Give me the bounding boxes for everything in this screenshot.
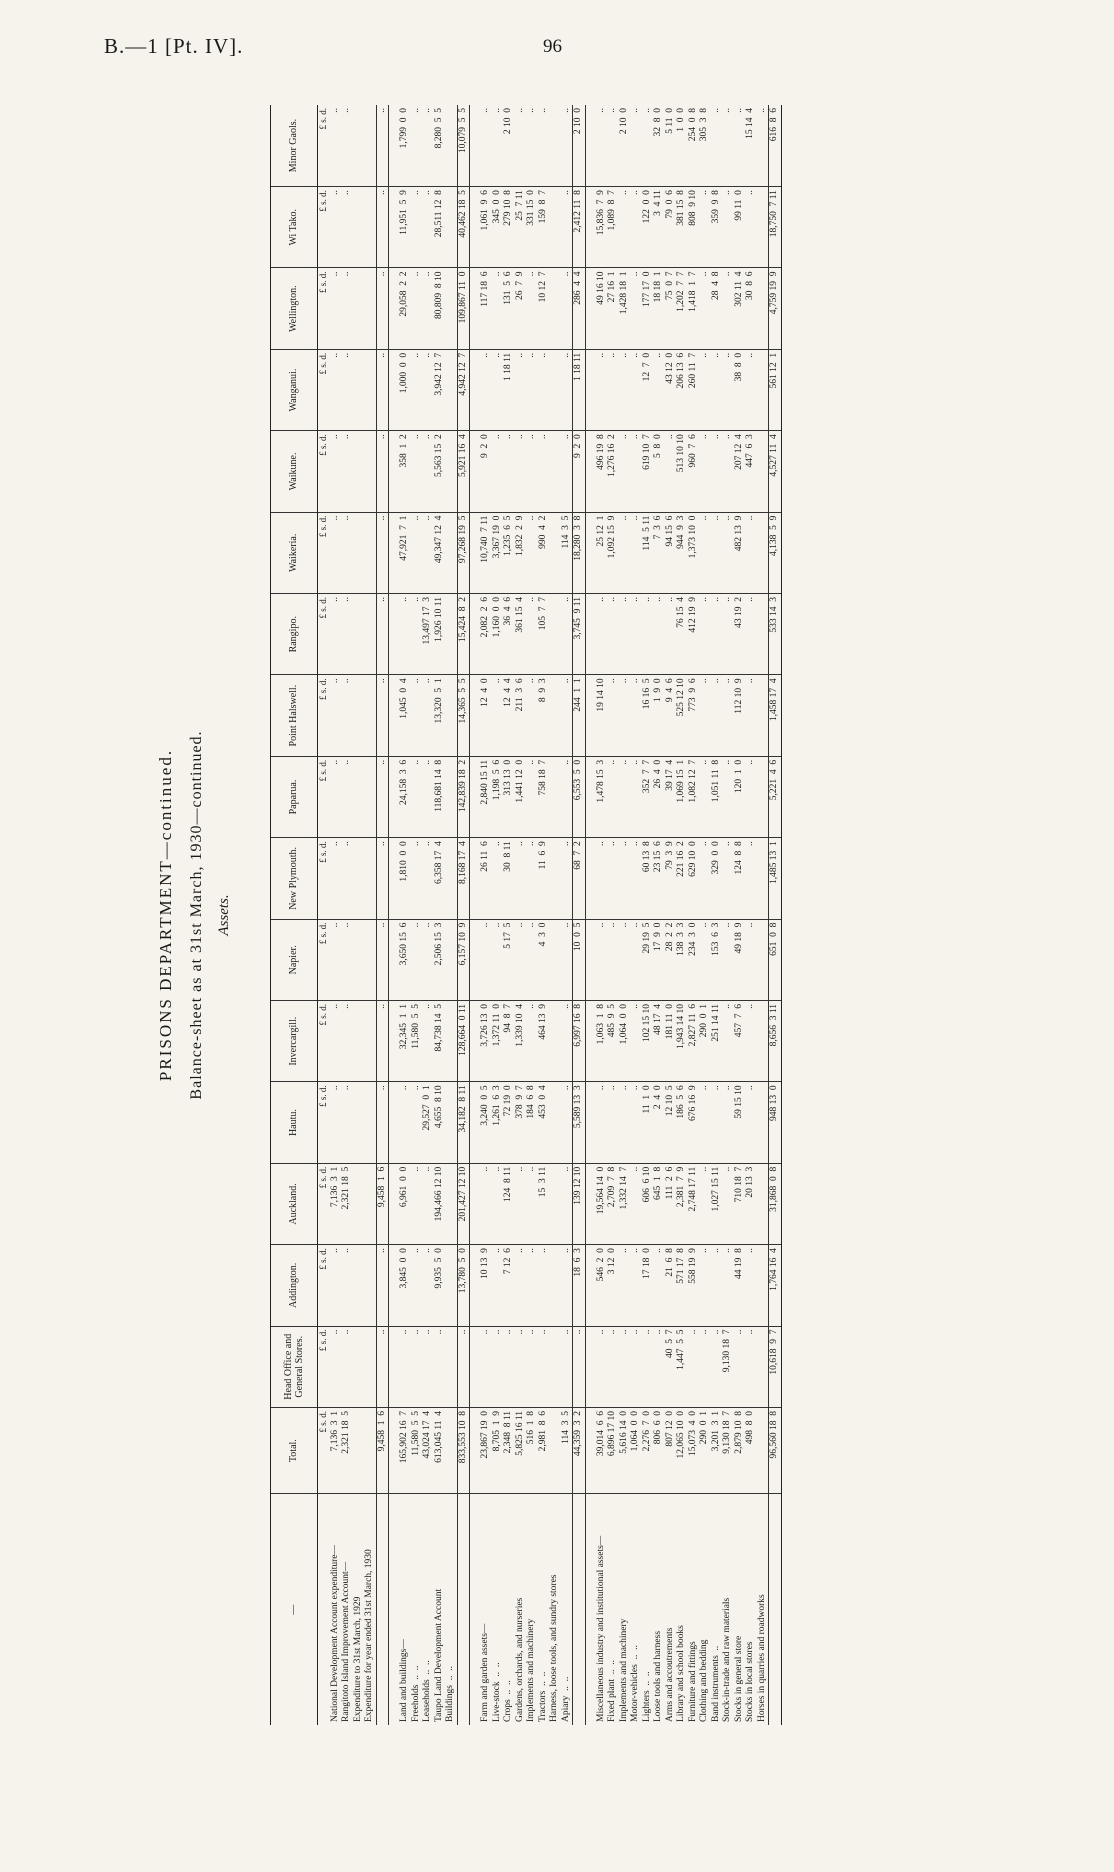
amount-cell: .. .. 2 10 0 .. .. 32 8 0 5 11 0 1 0 0 254 0 8 305 3 8 .. .. .. 15 14 4 .. xyxy=(596,105,769,187)
unit-label: £ s. d. xyxy=(318,1163,330,1244)
amount-cell: 8,656 3 11 xyxy=(769,1000,782,1081)
spacer-cell xyxy=(585,431,596,512)
amount-cell: 1,799 0 0 .. .. 8,280 5 5 xyxy=(399,105,457,187)
spacer-cell xyxy=(389,594,400,675)
amount-cell: 23,867 19 0 8,705 1 9 2,348 8 11 5,825 16 11 516 1 8 2,981 8 6 114 3 5 xyxy=(480,1407,573,1493)
row-label xyxy=(769,1494,782,1725)
spacer-cell xyxy=(585,1163,596,1244)
amount-cell: 2,840 15 11 1,198 5 6 313 13 0 1,441 12 0 .. 758 18 7 .. xyxy=(480,756,573,837)
spacer-cell xyxy=(585,512,596,593)
amount-cell: 9,458 1 6 xyxy=(376,1407,389,1493)
spacer-cell xyxy=(585,919,596,1000)
amount-cell: .. xyxy=(376,187,389,268)
unit-label: £ s. d. xyxy=(318,1407,330,1493)
amount-cell: .. xyxy=(376,268,389,349)
amount-cell: 1,000 0 0 .. .. 3,942 12 7 xyxy=(399,349,457,430)
amount-cell: .. xyxy=(376,1245,389,1326)
spacer-cell xyxy=(585,1326,596,1407)
amount-cell: 201,427 12 10 xyxy=(457,1163,470,1244)
column-header: Wanganui. xyxy=(271,349,318,430)
amount-cell: .. .. .. .. .. .. .. 76 15 4 412 19 9 .. .. .. 43 19 2 .. xyxy=(596,594,769,675)
amount-cell: .. .. 1 18 11 .. .. .. .. xyxy=(480,349,573,430)
spacer-cell xyxy=(470,1082,481,1163)
spacer-row xyxy=(585,105,596,1725)
unit-label: £ s. d. xyxy=(318,1082,330,1163)
amount-cell: 34,182 8 11 xyxy=(457,1082,470,1163)
spacer-cell xyxy=(585,187,596,268)
balance-sheet-subtitle: Balance-sheet as at 31st March, 1930—continued. xyxy=(188,730,205,1100)
spacer-cell xyxy=(585,1494,596,1725)
amount-cell: 109,867 11 0 xyxy=(457,268,470,349)
spacer-row xyxy=(470,105,481,1725)
table-row xyxy=(596,105,769,1725)
column-header: Paparua. xyxy=(271,756,318,837)
amount-cell: 1,485 13 1 xyxy=(769,838,782,919)
amount-cell: .. xyxy=(376,431,389,512)
amount-cell: 9,458 1 6 xyxy=(376,1163,389,1244)
amount-cell: 39,014 6 6 6,896 17 10 5,616 14 0 1,064 0 0 2,276 7 0 806 6 0 807 12 0 12,065 10 0 15,073 4 0 290 0 1 3,201 3 1 9,130 18 7 2,879 10 8 498 8 0 xyxy=(596,1407,769,1493)
amount-cell: 4,942 12 7 xyxy=(457,349,470,430)
spacer-cell xyxy=(585,1245,596,1326)
amount-cell: .. .. .. .. 60 13 8 23 15 6 79 3 9 221 16 2 629 10 0 .. 329 0 0 .. 124 8 8 .. xyxy=(596,838,769,919)
amount-cell: .. xyxy=(376,349,389,430)
column-header: — xyxy=(271,1494,318,1725)
spacer-cell xyxy=(585,1407,596,1493)
spacer-cell xyxy=(470,594,481,675)
spacer-cell xyxy=(470,1407,481,1493)
amount-cell: 24,158 3 6 .. .. 118,681 14 8 xyxy=(399,756,457,837)
amount-cell: .. .. xyxy=(330,1326,377,1407)
column-header: Hautu. xyxy=(271,1082,318,1163)
amount-cell: 1,810 0 0 .. .. 6,358 17 4 xyxy=(399,838,457,919)
amount-cell: 651 0 8 xyxy=(769,919,782,1000)
amount-cell: 286 4 4 xyxy=(573,268,586,349)
title-block xyxy=(150,105,260,1725)
amount-cell: .. .. xyxy=(330,838,377,919)
amount-cell: 1 18 11 xyxy=(573,349,586,430)
amount-cell: 18,750 7 11 xyxy=(769,187,782,268)
subtotal-row xyxy=(376,105,389,1725)
unit-label: £ s. d. xyxy=(318,268,330,349)
report-reference: B.—1 [Pt. IV]. xyxy=(104,34,244,58)
spacer-cell xyxy=(389,675,400,756)
amount-cell: 26 11 6 .. 30 8 11 .. .. 11 6 9 .. xyxy=(480,838,573,919)
column-header: Waikeria. xyxy=(271,512,318,593)
amount-cell: .. .. xyxy=(330,512,377,593)
column-header: Napier. xyxy=(271,919,318,1000)
amount-cell: 1,063 1 8 485 9 5 1,064 0 0 .. 102 15 10 48 17 4 181 11 0 1,943 14 10 2,827 11 6 290 0 1 251 14 11 .. 457 7 6 .. xyxy=(596,1000,769,1081)
unit-label: £ s. d. xyxy=(318,675,330,756)
amount-cell: 10,618 9 7 xyxy=(769,1326,782,1407)
amount-cell: .. .. 2 10 0 .. .. .. .. xyxy=(480,105,573,187)
page-number: 96 xyxy=(543,36,562,57)
spacer-cell xyxy=(389,919,400,1000)
amount-cell: 19 14 10 .. .. .. 16 16 5 1 9 0 9 4 6 525 12 10 773 9 6 .. .. .. 112 10 9 .. xyxy=(596,675,769,756)
column-header: Wi Tako. xyxy=(271,187,318,268)
spacer-cell xyxy=(470,1000,481,1081)
amount-cell: 546 2 0 3 12 0 .. .. 17 18 0 .. 21 6 8 571 17 8 558 19 9 .. .. .. 44 19 8 .. xyxy=(596,1245,769,1326)
unit-label: £ s. d. xyxy=(318,838,330,919)
unit-label: £ s. d. xyxy=(318,594,330,675)
amount-cell: 142,839 18 2 xyxy=(457,756,470,837)
spacer-cell xyxy=(389,838,400,919)
spacer-cell xyxy=(389,1494,400,1725)
spacer-cell xyxy=(389,187,400,268)
row-label: Land and buildings— Freeholds .. .. Leaseholds .. .. Taupo Land Development Account Buildings .. .. xyxy=(399,1588,455,1722)
amount-cell: .. .. xyxy=(330,675,377,756)
amount-cell: .. xyxy=(376,838,389,919)
amount-cell: .. .. xyxy=(330,1082,377,1163)
row-label xyxy=(376,1494,389,1725)
row-label: Miscellaneous industry and institutional assets— Fixed plant .. .. Implements and machinery Motor-vehicles .. .. Lighters .. .. Loose tools and harness Arms and accoutrements Library and school books Furniture and fittings Clothing and bedding Band instruments .. Stock-in-trade and raw materials Stocks in general store Stocks in local stores Horses in quarries and roadworks xyxy=(595,1535,767,1722)
amount-cell: 40,462 18 5 xyxy=(457,187,470,268)
amount-cell: 15,424 8 2 xyxy=(457,594,470,675)
spacer-cell xyxy=(470,838,481,919)
spacer-cell xyxy=(389,1245,400,1326)
amount-cell: 96,560 18 8 xyxy=(769,1407,782,1493)
row-label xyxy=(457,1494,470,1725)
amount-cell: .. xyxy=(573,1326,586,1407)
amount-cell: .. xyxy=(376,105,389,187)
column-header: Invercargill. xyxy=(271,1000,318,1081)
spacer-cell xyxy=(585,105,596,187)
spacer-cell xyxy=(585,594,596,675)
amount-cell: .. .. xyxy=(330,187,377,268)
amount-cell: 29,058 2 2 .. .. 80,809 8 10 xyxy=(399,268,457,349)
amount-cell: .. xyxy=(376,1326,389,1407)
amount-cell: 4,138 5 9 xyxy=(769,512,782,593)
column-header: Point Halswell. xyxy=(271,675,318,756)
amount-cell: .. .. xyxy=(330,431,377,512)
amount-cell: 5,921 16 4 xyxy=(457,431,470,512)
spacer-cell xyxy=(470,512,481,593)
spacer-cell xyxy=(389,1407,400,1493)
unit-label: £ s. d. xyxy=(318,512,330,593)
amount-cell: 12 4 0 .. 12 4 4 211 3 6 .. 8 9 3 .. xyxy=(480,675,573,756)
amount-cell: 3,650 15 6 .. .. 2,506 15 3 xyxy=(399,919,457,1000)
amount-cell: 3,745 9 11 xyxy=(573,594,586,675)
row-label: Farm and garden assets— Live-stock .. .. Crops .. .. Gardens, orchards, and nurseries Implements and machinery Tractors .. .. Harness, loose tools, and sundry stores Apiary .. .. xyxy=(480,1574,571,1722)
amount-cell: 1,061 9 6 345 0 0 279 10 8 25 7 11 331 15 0 159 8 7 .. xyxy=(480,187,573,268)
row-label xyxy=(573,1494,586,1725)
amount-cell: 616 8 6 xyxy=(769,105,782,187)
amount-cell: 13,780 5 0 xyxy=(457,1245,470,1326)
unit-label: £ s. d. xyxy=(318,919,330,1000)
amount-cell: 18 6 3 xyxy=(573,1245,586,1326)
spacer-cell xyxy=(470,919,481,1000)
amount-cell: 1,764 16 4 xyxy=(769,1245,782,1326)
rotated-balance-sheet xyxy=(150,105,779,1725)
amount-cell: 18,280 3 8 xyxy=(573,512,586,593)
table-row xyxy=(399,105,457,1725)
subtotal-row xyxy=(769,105,782,1725)
amount-cell: 32,345 1 1 11,580 5 5 .. 84,738 14 5 xyxy=(399,1000,457,1081)
subtotal-row xyxy=(457,105,470,1725)
amount-cell: 117 18 6 .. 131 5 6 26 7 9 .. 10 12 7 .. xyxy=(480,268,573,349)
amount-cell: 68 7 2 xyxy=(573,838,586,919)
amount-cell: 3,240 0 5 1,261 6 3 72 19 0 378 9 7 184 6 8 453 0 4 .. xyxy=(480,1082,573,1163)
department-title: PRISONS DEPARTMENT—continued. xyxy=(156,748,175,1082)
amount-cell: .. .. xyxy=(330,105,377,187)
amount-cell: 31,868 0 8 xyxy=(769,1163,782,1244)
amount-cell: .. .. 5 17 5 .. .. 4 3 0 .. xyxy=(480,919,573,1000)
amount-cell: 44,359 3 2 xyxy=(573,1407,586,1493)
amount-cell: .. .. .. .. 11 1 0 2 4 0 12 10 5 186 5 6 676 16 9 .. .. .. 59 15 10 .. xyxy=(596,1082,769,1163)
amount-cell: 3,845 0 0 .. .. 9,935 5 0 xyxy=(399,1245,457,1326)
table-row xyxy=(480,105,573,1725)
amount-cell: 533 14 3 xyxy=(769,594,782,675)
amount-cell: .. xyxy=(376,1000,389,1081)
amount-cell: .. xyxy=(376,675,389,756)
assets-table xyxy=(270,105,782,1725)
column-header: Wellington. xyxy=(271,268,318,349)
amount-cell: 49 16 10 27 16 1 1,428 18 1 .. 177 17 0 18 18 1 75 0 7 1,202 7 7 1,418 1 7 .. 28 4 8 .. 302 11 4 30 8 6 xyxy=(596,268,769,349)
unit-label: £ s. d. xyxy=(318,1000,330,1081)
amount-cell: 2,082 2 6 1,160 0 0 36 4 6 361 15 4 .. 105 7 7 .. xyxy=(480,594,573,675)
spacer-cell xyxy=(585,268,596,349)
row-label: National Development Account expenditure— Rangitoto Island Improvement Account— Expenditure to 31st March, 1929 Expenditure for year ended 31st March, 1930 xyxy=(329,1544,374,1722)
unit-label: £ s. d. xyxy=(318,1245,330,1326)
amount-cell: 4,527 11 4 xyxy=(769,431,782,512)
amount-cell: 1,478 15 3 .. .. .. 352 7 7 26 4 0 39 17 4 1,069 15 1 1,082 12 7 .. 1,051 11 8 .. 120 1 0 .. xyxy=(596,756,769,837)
spacer-cell xyxy=(470,187,481,268)
table-row xyxy=(330,105,377,1725)
amount-cell: 19,564 14 0 2,709 7 8 1,332 14 7 .. 606 6 10 645 1 8 111 2 6 2,381 7 9 2,748 17 11 .. 1,027 15 11 .. 710 18 7 20 13 3 xyxy=(596,1163,769,1244)
amount-cell: .. xyxy=(376,756,389,837)
column-header: New Plymouth. xyxy=(271,838,318,919)
amount-cell: .. .. .. .. 12 7 0 .. 43 12 0 206 13 6 260 11 7 .. .. .. 38 8 0 .. xyxy=(596,349,769,430)
unit-label: £ s. d. xyxy=(318,431,330,512)
unit-label: £ s. d. xyxy=(318,756,330,837)
amount-cell: .. xyxy=(376,919,389,1000)
amount-cell: .. .. xyxy=(330,268,377,349)
units-row xyxy=(318,105,330,1725)
amount-cell: 47,921 7 1 .. .. 49,347 12 4 xyxy=(399,512,457,593)
unit-label: £ s. d. xyxy=(318,187,330,268)
spacer-cell xyxy=(389,512,400,593)
amount-cell: 6,961 0 0 .. .. 194,466 12 10 xyxy=(399,1163,457,1244)
amount-cell: 8,168 17 4 xyxy=(457,838,470,919)
spacer-cell xyxy=(585,1082,596,1163)
spacer-cell xyxy=(389,1000,400,1081)
amount-cell: 25 12 1 1,092 15 9 .. .. 114 5 11 7 3 6 94 15 6 944 9 3 1,373 10 0 .. .. .. 482 13 9 .. xyxy=(596,512,769,593)
spacer-cell xyxy=(470,349,481,430)
unit-label: £ s. d. xyxy=(318,1326,330,1407)
amount-cell: .. .. xyxy=(330,756,377,837)
spacer-cell xyxy=(585,838,596,919)
amount-cell: .. xyxy=(457,1326,470,1407)
spacer-cell xyxy=(585,349,596,430)
column-header: Total. xyxy=(271,1407,318,1493)
amount-cell: 6,157 10 9 xyxy=(457,919,470,1000)
amount-cell: 10 0 5 xyxy=(573,919,586,1000)
amount-cell: .. .. xyxy=(330,1000,377,1081)
spacer-cell xyxy=(585,756,596,837)
amount-cell: 97,268 19 5 xyxy=(457,512,470,593)
amount-cell: 10,740 7 11 3,367 19 0 1,235 6 5 1,832 2 9 .. 990 4 2 114 3 5 xyxy=(480,512,573,593)
amount-cell: 10,079 5 5 xyxy=(457,105,470,187)
amount-cell: 10 13 9 .. 7 12 6 .. .. .. .. xyxy=(480,1245,573,1326)
spacer-cell xyxy=(470,1163,481,1244)
spacer-cell xyxy=(470,756,481,837)
column-header: Waikune. xyxy=(271,431,318,512)
amount-cell: 1,045 0 4 .. .. 13,320 5 1 xyxy=(399,675,457,756)
amount-cell: 496 19 8 1,276 16 2 .. .. 619 10 7 5 8 0 .. 513 10 10 960 7 6 .. .. .. 207 12 4 447 6 3 xyxy=(596,431,769,512)
spacer-cell xyxy=(389,431,400,512)
subtotal-row xyxy=(573,105,586,1725)
amount-cell: 9 2 0 xyxy=(573,431,586,512)
table-header-row xyxy=(271,105,318,1725)
amount-cell: 7,136 3 1 2,321 18 5 xyxy=(330,1407,377,1493)
spacer-cell xyxy=(585,1000,596,1081)
spacer-cell xyxy=(470,1494,481,1725)
column-header: Rangipo. xyxy=(271,594,318,675)
amount-cell: 833,553 10 8 xyxy=(457,1407,470,1493)
spacer-cell xyxy=(470,431,481,512)
amount-cell: 15,836 7 9 1,089 8 7 .. .. 122 0 0 3 4 11 79 0 6 381 15 8 808 9 10 .. 359 9 8 .. 99 11 0 .. xyxy=(596,187,769,268)
spacer-cell xyxy=(389,105,400,187)
unit-label: £ s. d. xyxy=(318,105,330,187)
amount-cell: 4,759 19 9 xyxy=(769,268,782,349)
spacer-row xyxy=(389,105,400,1725)
amount-cell: .. .. xyxy=(330,594,377,675)
spacer-cell xyxy=(389,268,400,349)
amount-cell: 948 13 0 xyxy=(769,1082,782,1163)
spacer-cell xyxy=(470,268,481,349)
spacer-cell xyxy=(389,349,400,430)
spacer-cell xyxy=(585,675,596,756)
amount-cell: .. .. .. .. .. .. .. xyxy=(480,1326,573,1407)
spacer-cell xyxy=(389,1326,400,1407)
amount-cell: 1,458 17 4 xyxy=(769,675,782,756)
column-header: Auckland. xyxy=(271,1163,318,1244)
unit-label xyxy=(318,1494,330,1725)
amount-cell: 5,589 13 3 xyxy=(573,1082,586,1163)
amount-cell: .. xyxy=(376,1082,389,1163)
spacer-cell xyxy=(470,105,481,187)
amount-cell: 6,997 16 8 xyxy=(573,1000,586,1081)
amount-cell: 3,726 13 0 1,372 11 0 94 8 7 1,339 10 4 .. 464 13 9 .. xyxy=(480,1000,573,1081)
amount-cell: .. .. xyxy=(330,919,377,1000)
spacer-cell xyxy=(389,756,400,837)
amount-cell: 9 2 0 .. .. .. .. .. .. xyxy=(480,431,573,512)
amount-cell: 244 1 1 xyxy=(573,675,586,756)
amount-cell: 358 1 2 .. .. 5,563 15 2 xyxy=(399,431,457,512)
section-heading: Assets. xyxy=(216,894,232,936)
amount-cell: .. .. 29,527 0 1 4,655 8 10 xyxy=(399,1082,457,1163)
amount-cell: .. .. xyxy=(330,349,377,430)
amount-cell: 14,365 5 5 xyxy=(457,675,470,756)
spacer-cell xyxy=(389,1082,400,1163)
amount-cell: .. .. 124 8 11 .. .. 15 3 11 .. xyxy=(480,1163,573,1244)
amount-cell: 2,412 11 8 xyxy=(573,187,586,268)
column-header: Addington. xyxy=(271,1245,318,1326)
amount-cell: .. .. .. .. .. .. 40 5 7 1,447 5 5 .. .. .. 9,130 18 7 .. .. xyxy=(596,1326,769,1407)
spacer-cell xyxy=(389,1163,400,1244)
amount-cell: .. xyxy=(376,512,389,593)
spacer-cell xyxy=(470,1326,481,1407)
amount-cell: 2 10 0 xyxy=(573,105,586,187)
amount-cell: .. .. 13,497 17 3 1,926 10 11 xyxy=(399,594,457,675)
amount-cell: .. .. .. .. 29 19 5 17 9 0 28 2 2 138 3 3 234 3 0 .. 153 6 3 .. 49 18 9 .. xyxy=(596,919,769,1000)
amount-cell: 11,951 5 9 .. .. 28,511 12 8 xyxy=(399,187,457,268)
amount-cell: 128,664 0 11 xyxy=(457,1000,470,1081)
amount-cell: 561 12 1 xyxy=(769,349,782,430)
amount-cell: 7,136 3 1 2,321 18 5 xyxy=(330,1163,377,1244)
amount-cell: 5,221 4 6 xyxy=(769,756,782,837)
spacer-cell xyxy=(470,1245,481,1326)
amount-cell: 165,902 16 7 11,580 5 5 43,024 17 4 613,045 11 4 xyxy=(399,1407,457,1493)
amount-cell: .. .. .. .. xyxy=(399,1326,457,1407)
column-header: Minor Gaols. xyxy=(271,105,318,187)
amount-cell: .. xyxy=(376,594,389,675)
amount-cell: 6,553 5 0 xyxy=(573,756,586,837)
amount-cell: .. .. xyxy=(330,1245,377,1326)
column-header: Head Office and General Stores. xyxy=(271,1326,318,1407)
amount-cell: 139 12 10 xyxy=(573,1163,586,1244)
spacer-cell xyxy=(470,675,481,756)
unit-label: £ s. d. xyxy=(318,349,330,430)
